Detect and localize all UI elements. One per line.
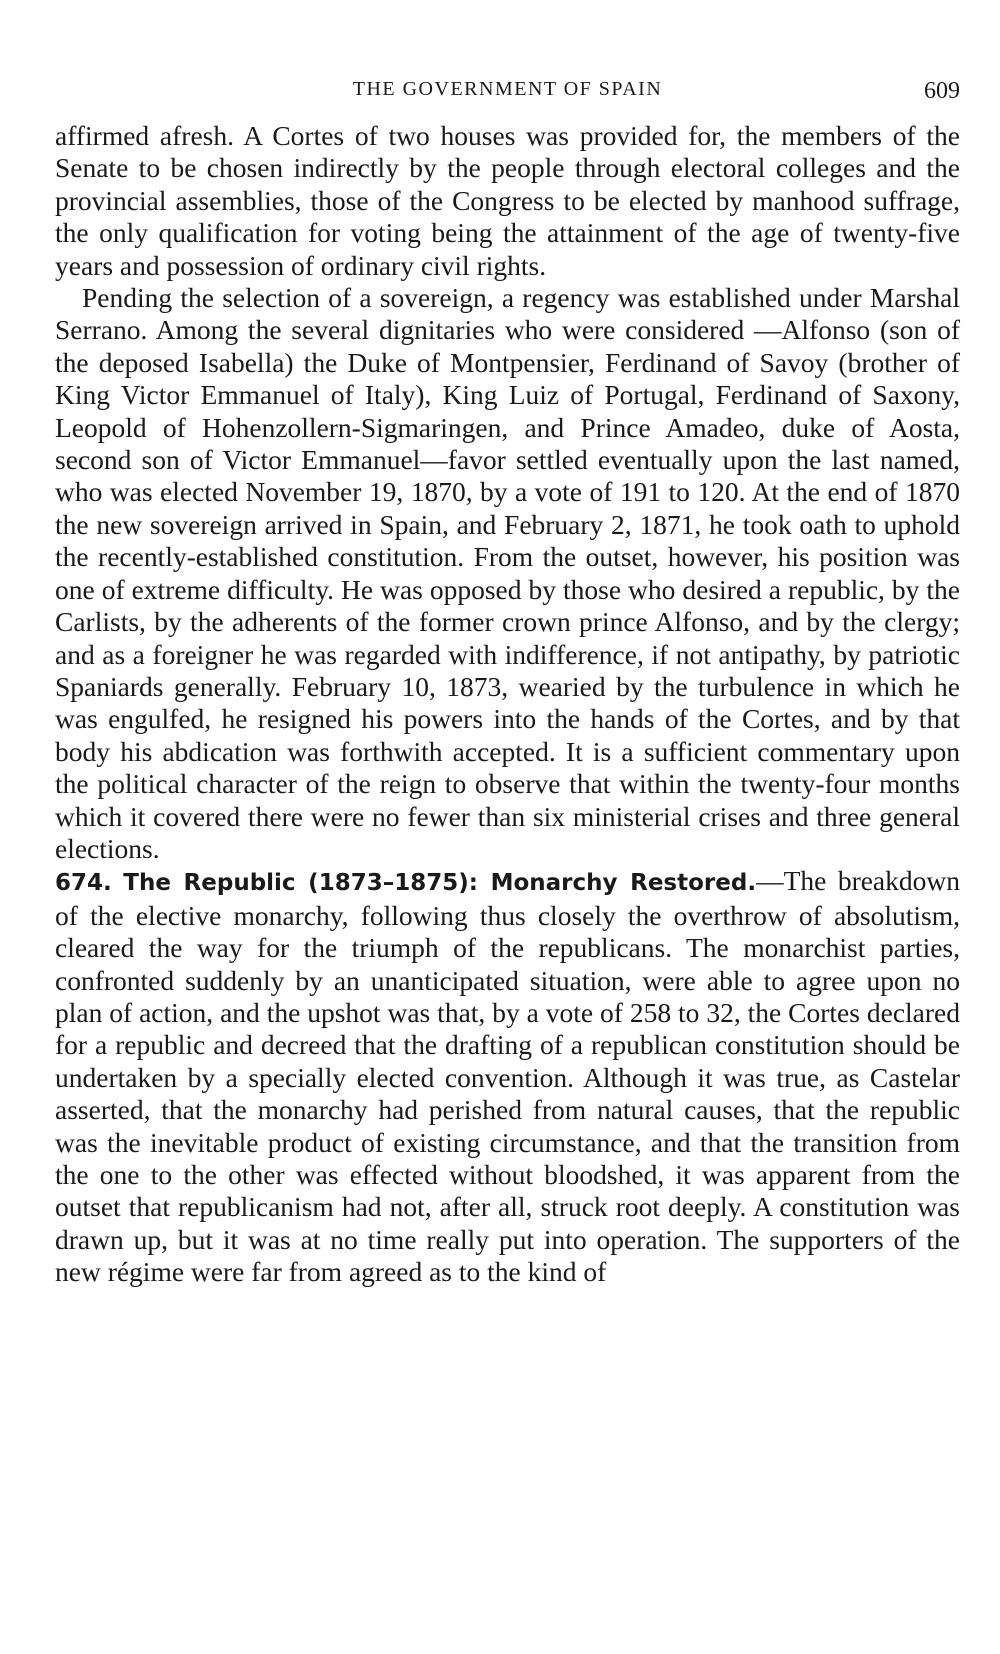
paragraph-regency: Pending the selection of a sovereign, a regency was established under Marshal Serrano. Among the several dignitaries who were considered —Alfonso (son of the deposed Isabella) the Duke of Montpensier, Ferdinand of Savoy (brother of King Victor Emmanuel of Italy), King Luiz of Portugal, Ferdinand of Saxony, Leopold of Hohenzollern-Sigmaringen, and Prince Amadeo, duke of Aosta, second son of Victor Emmanuel—favor settled eventually upon the last named, who was elected November 19, 1870, by a vote of 191 to 120. At the end of 1870 the new sovereign arrived in Spain, and February 2, 1871, he took oath to uphold the recently-established constitution. From the outset, however, his position was one of extreme difficulty. He was opposed by those who desired a republic, by the Carlists, by the adherents of the former crown prince Alfonso, and by the clergy; and as a foreigner he was regarded with indifference, if not antipathy, by patriotic Spaniards generally. February 10, 1873, wearied by the turbulence in which he was engulfed, he resigned his powers into the hands of the Cortes, and by that body his abdication was forthwith accepted. It is a sufficient commentary upon the political character of the reign to observe that within the twenty-four months which it covered there were no fewer than six ministerial crises and three general elections. — [55, 282, 960, 864]
paragraph-continued: affirmed afresh. A Cortes of two houses was provided for, the members of the Senate to be chosen indirectly by the people through electoral colleges and the provincial assemblies, those of the Congress to be elected by manhood suffrage, the only qualification for voting being the attainment of the age of twenty-five years and possession of ordinary civil rights. — [55, 120, 960, 281]
section-number: 674. — [55, 870, 112, 897]
body-text — [55, 120, 960, 1289]
section-heading: The Republic (1873–1875): Monarchy Restored. — [123, 870, 757, 897]
paragraph-section-674 — [55, 865, 960, 1288]
book-page — [55, 72, 960, 1289]
running-head — [55, 72, 960, 112]
section-body-text: —The breakdown of the elective monarchy, following thus closely the overthrow of absolutism, cleared the way for the triumph of the republicans. The monarchist parties, confronted suddenly by an unanticipated situation, were able to agree upon no plan of action, and the upshot was that, by a vote of 258 to 32, the Cortes declared for a republic and decreed that the drafting of a republican constitution should be undertaken by a specially elected convention. Although it was true, as Castelar asserted, that the monarchy had perished from natural causes, that the republic was the inevitable product of existing circumstance, and that the transition from the one to the other was effected without bloodshed, it was apparent from the outset that republicanism had not, after all, struck root deeply. A constitution was drawn up, but it was at no time really put into operation. The supporters of the new régime were far from agreed as to the kind of — [55, 865, 960, 1288]
page-number: 609 — [924, 78, 960, 104]
running-title: THE GOVERNMENT OF SPAIN — [352, 78, 663, 100]
